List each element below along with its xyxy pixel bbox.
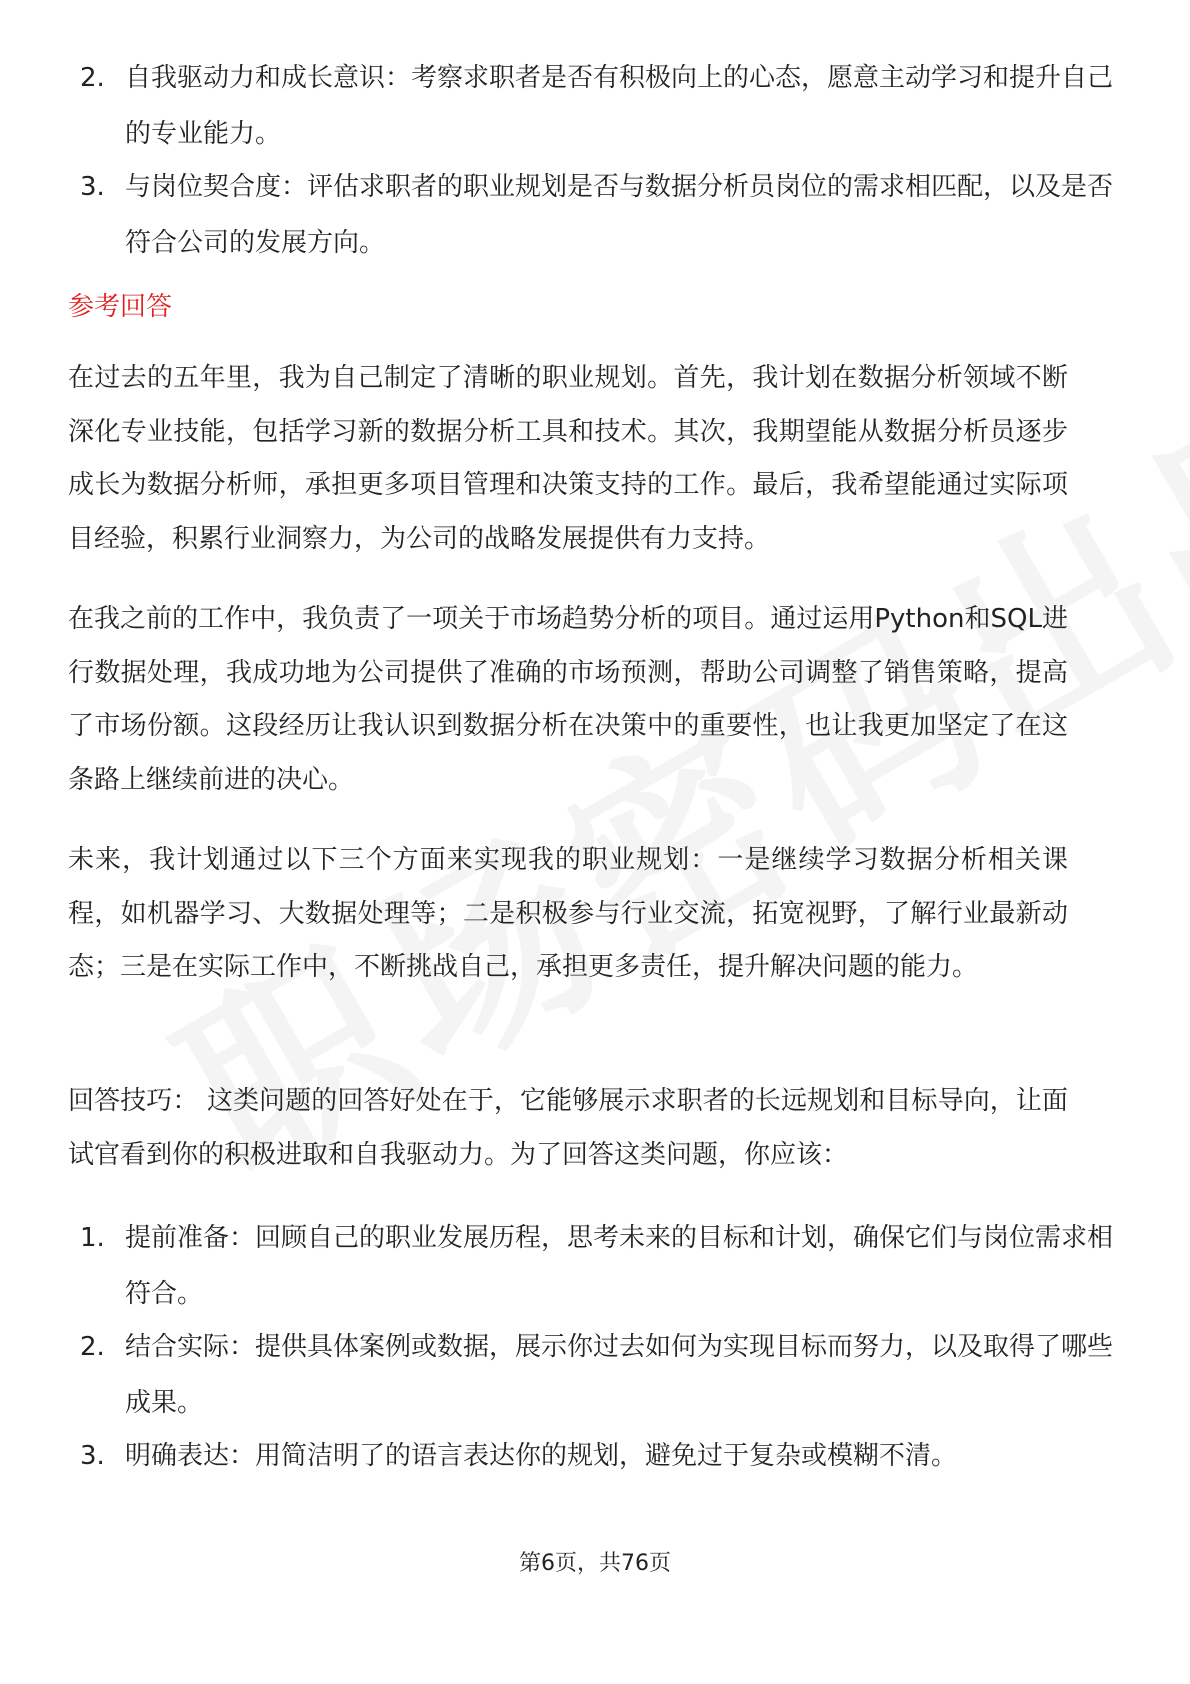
list-number: 3. <box>80 172 105 202</box>
list-item <box>80 159 1120 271</box>
list-number: 3. <box>80 1441 105 1471</box>
list-number: 2. <box>80 63 105 93</box>
list-item <box>80 1428 1120 1484</box>
list-item <box>80 1210 1120 1322</box>
list-text: 明确表达：用简洁明了的语言表达你的规划，避免过于复杂或模糊不清。 <box>125 1441 958 1471</box>
list-text: 自我驱动力和成长意识：考察求职者是否有积极向上的心态，愿意主动学习和提升自己的专业能力。 <box>125 63 1114 149</box>
paragraph: 在过去的五年里，我为自己制定了清晰的职业规划。首先，我计划在数据分析领域不断深化专业技能，包括学习新的数据分析工具和技术。其次，我期望能从数据分析员逐步成长为数据分析师，承担更多项目管理和决策支持的工作。最后，我希望能通过实际项目经验，积累行业洞察力，为公司的战略发展提供有力支持。 <box>68 363 1068 554</box>
page-footer: 第6页，共76页 <box>519 1551 671 1576</box>
tips-intro: 回答技巧： 这类问题的回答好处在于，它能够展示求职者的长远规划和目标导向，让面试官看到你的积极进取和自我驱动力。为了回答这类问题，你应该： <box>68 1086 1068 1170</box>
list-text: 与岗位契合度：评估求职者的职业规划是否与数据分析员岗位的需求相匹配，以及是否符合公司的发展方向。 <box>125 172 1114 258</box>
list-number: 1. <box>80 1223 105 1253</box>
paragraph: 在我之前的工作中，我负责了一项关于市场趋势分析的项目。通过运用Python和SQL进行数据处理，我成功地为公司提供了准确的市场预测，帮助公司调整了销售策略，提高了市场份额。这段经历让我认识到数据分析在决策中的重要性，也让我更加坚定了在这条路上继续前进的决心。 <box>68 604 1068 795</box>
tips-numbered-list <box>80 1210 1120 1484</box>
list-item <box>80 50 1120 162</box>
paragraph: 未来，我计划通过以下三个方面来实现我的职业规划：一是继续学习数据分析相关课程，如机器学习、大数据处理等；二是积极参与行业交流，拓宽视野，了解行业最新动态；三是在实际工作中，不断挑战自己，承担更多责任，提升解决问题的能力。 <box>68 845 1068 983</box>
list-text: 结合实际：提供具体案例或数据，展示你过去如何为实现目标而努力，以及取得了哪些成果。 <box>125 1332 1114 1418</box>
list-item <box>80 1319 1120 1431</box>
section-heading: 参考回答 <box>68 292 173 322</box>
list-number: 2. <box>80 1332 105 1362</box>
list-text: 提前准备：回顾自己的职业发展历程，思考未来的目标和计划，确保它们与岗位需求相符合。 <box>125 1223 1114 1309</box>
top-numbered-list <box>80 50 1120 271</box>
